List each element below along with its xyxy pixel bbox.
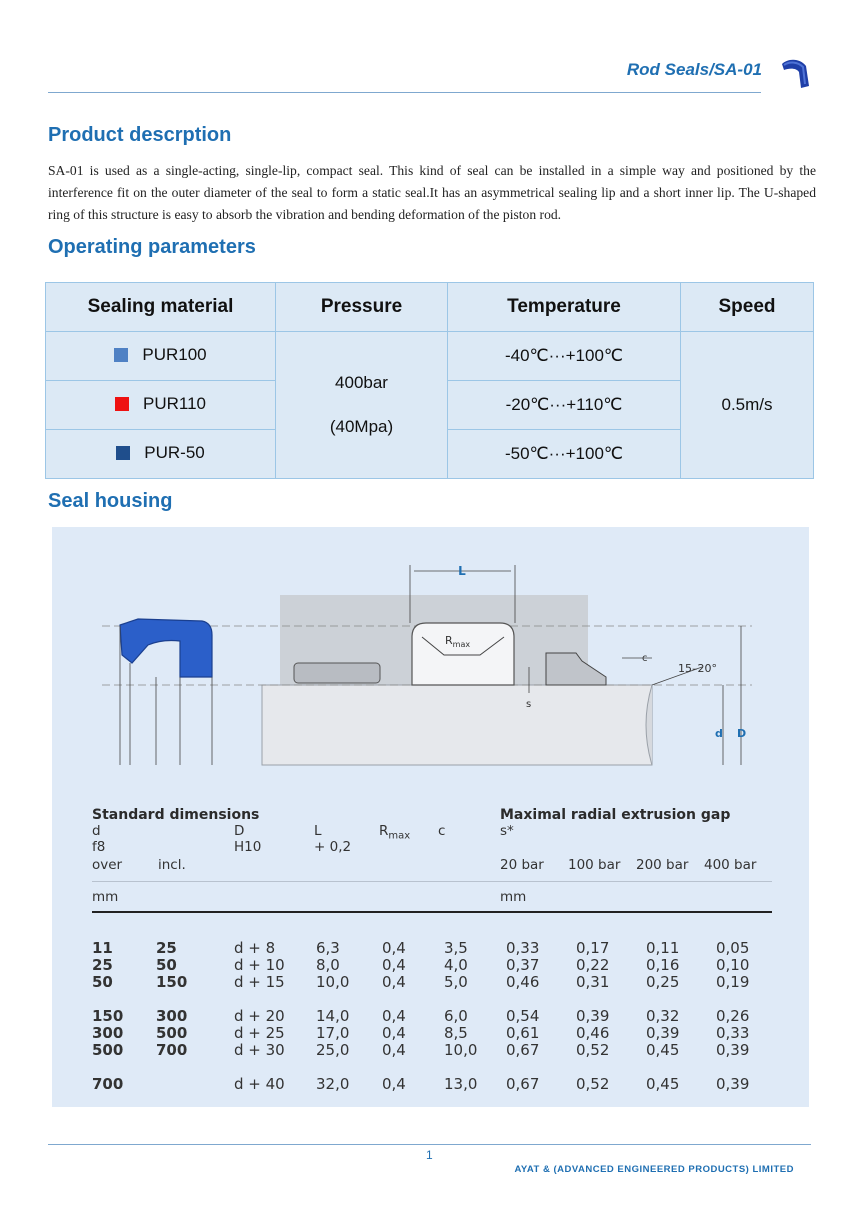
dimension-cell: 50 (156, 956, 177, 974)
temperature-cell: -50℃···+100℃ (448, 430, 681, 479)
color-swatch (115, 397, 129, 411)
divider-thick (92, 911, 772, 913)
dimension-cell: 0,33 (506, 939, 540, 957)
dimension-cell: 500 (92, 1041, 124, 1059)
col-Rmax: $R_{max}$ (379, 823, 411, 842)
dimensions-title: Standard dimensions (92, 807, 260, 823)
dimension-l-label: L (458, 564, 466, 578)
dimension-cell: 0,54 (506, 1007, 540, 1025)
col-c: c (438, 823, 446, 839)
dimension-cell: 0,39 (716, 1075, 750, 1093)
dimension-cell: 0,31 (576, 973, 610, 991)
r-max-label: $R_{max}$ (445, 634, 471, 649)
dimension-cell: 700 (156, 1041, 188, 1059)
pressure-100: 100 bar (568, 857, 621, 873)
dimension-cell: 50 (92, 973, 113, 991)
header-sealing-material: Sealing material (46, 283, 276, 332)
dimension-c-label: c (642, 653, 648, 664)
col-D: D (234, 823, 245, 839)
table-header-row (46, 283, 814, 332)
dimension-cell: 17,0 (316, 1024, 350, 1042)
description-heading: Product descrption (48, 124, 232, 146)
piston-rod (262, 685, 652, 765)
company-name: AYAT & (ADVANCED ENGINEERED PRODUCTS) LIMITED (514, 1164, 794, 1175)
dimension-cell: 14,0 (316, 1007, 350, 1025)
col-d: d (92, 823, 101, 839)
dimension-cell: 300 (92, 1024, 124, 1042)
pressure-bar: 400bar (335, 373, 388, 392)
extrusion-gap-title: Maximal radial extrusion gap (500, 807, 731, 823)
dimension-cell: 0,45 (646, 1075, 680, 1093)
groove-profile (412, 623, 514, 685)
housing-heading: Seal housing (48, 490, 173, 512)
material-name: PUR100 (142, 345, 207, 364)
dimension-cell: 0,32 (646, 1007, 680, 1025)
col-d-tol: f8 (92, 839, 106, 855)
dimension-cell: 0,39 (576, 1007, 610, 1025)
dimension-cell: 0,11 (646, 939, 680, 957)
dimension-cell: d + 15 (234, 973, 285, 991)
header-speed: Speed (681, 283, 814, 332)
material-name: PUR-50 (144, 443, 205, 462)
material-cell (46, 430, 276, 479)
dimension-cell: d + 30 (234, 1041, 285, 1059)
dimension-cell: 0,22 (576, 956, 610, 974)
dimension-cell: 5,0 (444, 973, 468, 991)
dimension-cell: 0,45 (646, 1041, 680, 1059)
dimension-cell: 6,3 (316, 939, 340, 957)
material-name: PUR110 (143, 394, 206, 413)
divider-thin (92, 881, 772, 882)
dimension-cell: 0,26 (716, 1007, 750, 1025)
u-seal-profile (120, 619, 212, 677)
dimension-cell: 0,39 (646, 1024, 680, 1042)
speed-cell: 0.5m/s (681, 332, 814, 479)
dimension-cell: 700 (92, 1075, 124, 1093)
dimension-cell: 0,61 (506, 1024, 540, 1042)
dimension-cell: 0,4 (382, 1041, 406, 1059)
material-cell (46, 381, 276, 430)
col-incl: incl. (158, 857, 186, 873)
dimension-cell: 0,52 (576, 1075, 610, 1093)
dimension-cell: 0,10 (716, 956, 750, 974)
angle-label: 15–20° (678, 662, 717, 675)
material-cell (46, 332, 276, 381)
color-swatch (114, 348, 128, 362)
diameter-d-label: d (715, 727, 723, 740)
dimension-cell: 0,39 (716, 1041, 750, 1059)
dimension-cell: d + 8 (234, 939, 276, 957)
dimension-cell: 0,4 (382, 939, 406, 957)
unit-mm-left: mm (92, 889, 119, 905)
col-D-tol: H10 (234, 839, 262, 855)
dimension-cell: 150 (92, 1007, 124, 1025)
temperature-cell: -40℃···+100℃ (448, 332, 681, 381)
seal-cross-section (294, 663, 380, 683)
dimension-cell: 25 (156, 939, 177, 957)
header-pressure: Pressure (276, 283, 448, 332)
seal-housing-diagram (52, 527, 809, 777)
table-row (46, 332, 814, 381)
dimension-cell: d + 10 (234, 956, 285, 974)
pressure-200: 200 bar (636, 857, 689, 873)
dimension-cell: 0,4 (382, 1075, 406, 1093)
dimension-cell: 8,0 (316, 956, 340, 974)
col-over: over (92, 857, 123, 873)
dimension-cell: 0,19 (716, 973, 750, 991)
dimension-cell: 0,52 (576, 1041, 610, 1059)
temperature-cell: -20℃···+110℃ (448, 381, 681, 430)
seal-housing-panel (52, 527, 809, 1107)
dimension-cell: 0,25 (646, 973, 680, 991)
dimension-cell: 0,67 (506, 1075, 540, 1093)
dimension-cell: 8,5 (444, 1024, 468, 1042)
dimension-cell: 25 (92, 956, 113, 974)
dimension-cell: 0,4 (382, 973, 406, 991)
dimension-cell: 0,17 (576, 939, 610, 957)
dimension-cell: d + 40 (234, 1075, 285, 1093)
dimension-cell: 0,4 (382, 956, 406, 974)
pressure-400: 400 bar (704, 857, 757, 873)
dimension-cell: 13,0 (444, 1075, 478, 1093)
col-s: s* (500, 823, 514, 839)
pressure-cell (276, 332, 448, 479)
dimension-cell: 150 (156, 973, 188, 991)
pressure-20: 20 bar (500, 857, 544, 873)
dimension-cell: 0,05 (716, 939, 750, 957)
dimension-cell: 0,46 (576, 1024, 610, 1042)
dimension-cell: 0,33 (716, 1024, 750, 1042)
operating-parameters-table (45, 282, 814, 479)
dimension-cell: d + 25 (234, 1024, 285, 1042)
dimension-cell: 4,0 (444, 956, 468, 974)
dimension-cell: 6,0 (444, 1007, 468, 1025)
dimension-cell: 0,16 (646, 956, 680, 974)
dimension-cell: 300 (156, 1007, 188, 1025)
color-swatch (116, 446, 130, 460)
footer-divider (48, 1144, 811, 1145)
col-L: L (314, 823, 322, 839)
dimension-cell: 0,46 (506, 973, 540, 991)
page-number: 1 (426, 1148, 433, 1162)
dimension-cell: 10,0 (444, 1041, 478, 1059)
dimension-cell: 10,0 (316, 973, 350, 991)
chamfer-detail (546, 653, 606, 685)
dimension-cell: 25,0 (316, 1041, 350, 1059)
diameter-D-label: D (737, 727, 747, 740)
dimension-cell: 0,4 (382, 1024, 406, 1042)
header-temperature: Temperature (448, 283, 681, 332)
col-L-tol: + 0,2 (314, 839, 352, 855)
header-divider (48, 92, 761, 93)
dimension-cell: 11 (92, 939, 113, 957)
pressure-mpa: (40Mpa) (329, 417, 394, 436)
dimension-cell: 0,37 (506, 956, 540, 974)
dimension-cell: 32,0 (316, 1075, 350, 1093)
dimension-s-label: s (526, 699, 532, 710)
dimension-cell: d + 20 (234, 1007, 285, 1025)
unit-mm-right: mm (500, 889, 527, 905)
document-title: Rod Seals/SA-01 (626, 60, 762, 79)
description-paragraph: SA-01 is used as a single-acting, single-lip, compact seal. This kind of seal can be installed in a simple way and positioned by the interference fit on the outer diameter of the seal to form a static seal.It has an asymmetrical sealing lip and a short inner lip. The U-shaped ring of this structure is easy to absorb the vibration and bending deformation of the piston rod. (48, 163, 816, 222)
dimension-cell: 3,5 (444, 939, 468, 957)
dimension-cell: 0,67 (506, 1041, 540, 1059)
blue-seal-profile-icon (778, 56, 810, 90)
dimension-cell: 500 (156, 1024, 188, 1042)
operating-heading: Operating parameters (48, 236, 256, 258)
dimension-cell: 0,4 (382, 1007, 406, 1025)
